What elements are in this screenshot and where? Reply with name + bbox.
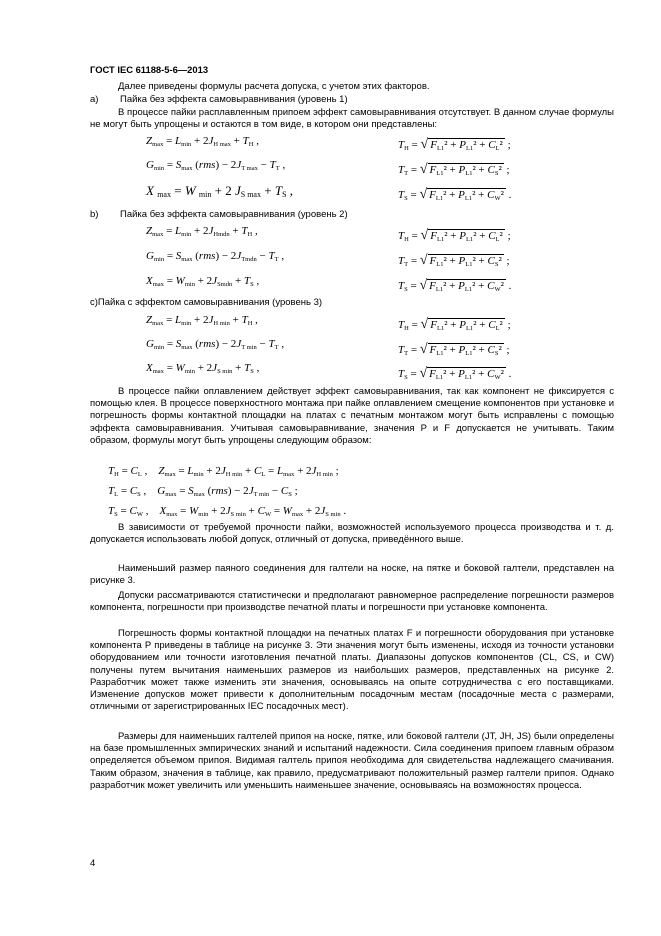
case-b-label: Пайка без эффекта самовыравнивания (уровень 2) (120, 209, 348, 220)
formula-xmax-2: $X_{max} = W_{min} + 2J_{Smdn} + T_S$ , (146, 275, 260, 288)
formula-tt-2: $T_T$ = √ $F_{L1}^2 + P_{L1}^2 + C_S^2$ ; (398, 253, 510, 268)
formula-zmax-1: $Z_{max} = L_{min} + 2J_{H max} + T_H$ , (146, 135, 259, 148)
formula-gmin-2: $G_{min} = S_{max}$ $(rms) - 2J_{Tmdn} - T_T$ , (146, 250, 285, 263)
formula-th-3: $T_H$ = √ $F_{L1}^2 + P_{L1}^2 + C_L^2$ ; (398, 317, 511, 332)
formula-gmin-3: $G_{min} = S_{max}$ $(rms) - 2J_{T min} - T_T$ , (146, 338, 285, 351)
document-header: ГОСТ IEC 61188-5-6—2013 (90, 64, 209, 75)
case-a-marker: a) (90, 94, 99, 105)
formula-simplified-z: $T_H = C_L$ , $Z_{max} = L_{min} + 2J_{H min} + C_L = L_{max} + 2J_{H min}$ ; (108, 465, 339, 478)
self-alignment-paragraph: В процессе пайки оплавлением действует эффект самовыравнивания, так как компонент не фиксируется с помощью клея. В процессе поверхностного монтажа при пайке оплавлением смещение компонентов при установке и погрешность формы контактной площадки на платах с печатным монтажом могут быть исправлены с помощью эффекта самовыравнивания. Учитывая самовыравнивание, значения P и F допускается не учитывать. Таким образом, формулы могут быть упрощены следующим образом: (90, 386, 614, 446)
page-number: 4 (90, 858, 96, 869)
formula-ts-3: $T_S$ = √ $F_{L1}^2 + P_{L1}^2 + C_W^2$ . (398, 366, 512, 381)
case-a-label: Пайка без эффекта самовыравнивания (уровень 1) (120, 94, 348, 105)
formula-simplified-g: $T_L = C_S$ , $G_{max} = S_{max}$ $(rms) - 2J_{T min} - C_S$ ; (108, 485, 298, 498)
formula-gmin-1: $G_{min} = S_{max}$ $(rms) - 2J_{T max} - T_T$ , (146, 159, 286, 172)
case-a-heading (90, 94, 348, 105)
case-b-marker: b) (90, 209, 99, 220)
formula-tt-1: $T_T$ = √ $F_{L1}^2 + P_{L1}^2 + C_S^2$ ; (398, 162, 510, 177)
tolerance-choice-paragraph: В зависимости от требуемой прочности пайки, возможностей используемого процесса производства и т. д. допускается использовать любой допуск, отличный от допуска, приведённого выше. (90, 522, 614, 546)
formula-xmax-3: $X_{max} = W_{min} + 2J_{S min} + T_S$ , (146, 362, 260, 375)
formula-tt-3: $T_T$ = √ $F_{L1}^2 + P_{L1}^2 + C_S^2$ ; (398, 342, 510, 357)
fillet-dimensions-paragraph: Размеры для наименьших галтелей припоя на носке, пятке, или боковой галтели (JT, JH, JS) были определены на базе промышленных эмпирических знаний и испытаний надежности. Сила соединения припоем главным образом определяется объемом припоя. Видимая галтель припоя необходима для свидетельства надлежащего смачивания. Таким образом, значения в таблице, как правило, предусматривают положительный размер галтели припоя. Однако разработчик может увеличить или уменьшить наименьшее значение, основываясь на возможностях процесса. (90, 731, 614, 791)
formula-simplified-x: $T_S = C_W$ , $X_{max} = W_{min} + 2J_{S min} + C_W = W_{max} + 2J_{S min}$ . (108, 505, 347, 518)
formula-ts-2: $T_S$ = √ $F_{L1}^2 + P_{L1}^2 + C_W^2$ . (398, 278, 512, 293)
formula-zmax-2: $Z_{max} = L_{min} + 2J_{Hmdn} + T_H$ , (146, 225, 258, 238)
formula-ts-1: $T_S$ = √ $F_{L1}^2 + P_{L1}^2 + C_W^2$ . (398, 187, 512, 202)
case-a-paragraph: В процессе пайки расплавленным припоем эффект самовыравнивания отсутствует. В данном случае формулы не могут быть упрощены и остаются в том виде, в котором они представлены: (90, 107, 614, 131)
formula-zmax-3: $Z_{max} = L_{min} + 2J_{H min} + T_H$ , (146, 314, 258, 327)
formula-xmax-1: X $_{max}$ = W $_{min}$ + 2 $J_{S max} + T_S$ , (146, 183, 294, 199)
intro-paragraph: Далее приведены формулы расчета допуска, с учетом этих факторов. (118, 81, 430, 92)
case-c-heading: с)Пайка с эффектом самовыравнивания (уровень 3) (90, 297, 323, 308)
formula-th-2: $T_H$ = √ $F_{L1}^2 + P_{L1}^2 + C_L^2$ ; (398, 228, 511, 243)
pad-shape-paragraph: Погрешность формы контактной площадки на печатных платах F и погрешности оборудования при установке компонента P приведены в таблице на рисунке 3. Эти значения могут быть изменены, исходя из точности установки оборудованием или точности изготовления печатной платы. Диапазоны допусков компонентов (CL, CS, и CW) получены путем вычитания наименьших размеров из наибольших размеров, представленных на рисунке 2. Разработчик может также изменить эти значения, основываясь на опыте сотрудничества с его поставщиками. Изменение допусков может привести к дополнительным посадочным местам (посадочные места с размерами, отличными от зарегистрированных IEC посадочных мест). (90, 628, 614, 713)
fillet-size-paragraph: Наименьший размер паяного соединения для галтели на носке, на пятке и боковой галтели, представлен на рисунке 3. (90, 563, 614, 587)
case-b-heading (90, 209, 348, 220)
statistics-paragraph: Допуски рассматриваются статистически и предполагают равномерное распределение погрешности размеров компонента, погрешности при производстве печатной платы и погрешности при установке компонента. (90, 590, 614, 614)
formula-th-1: $T_H$ = √ $F_{L1}^2 + P_{L1}^2 + C_L^2$ ; (398, 137, 511, 152)
